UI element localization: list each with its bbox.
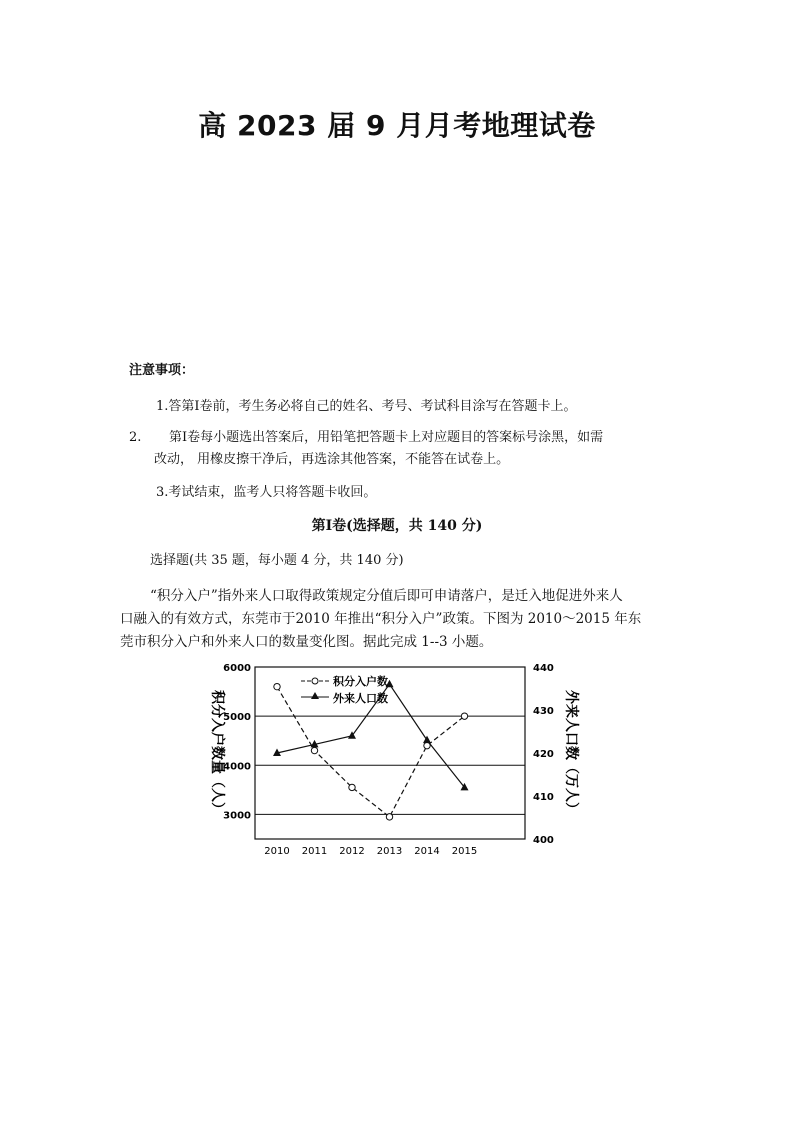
data-point-circle: [349, 784, 355, 790]
right-tick-label: 420: [533, 749, 554, 760]
legend-marker-triangle: [311, 692, 319, 699]
right-tick-label: 440: [533, 663, 554, 674]
notice-item-3: 3.考试结束，监考人只将答题卡收回。: [156, 485, 377, 500]
x-tick-label: 2015: [451, 846, 478, 857]
data-point-circle: [461, 713, 467, 719]
right-tick-label: 400: [533, 835, 554, 846]
left-tick-label: 4000: [223, 761, 251, 773]
section-intro: 选择题(共 35 题，每小题 4 分，共 140 分): [150, 553, 404, 568]
passage-line-1: “积分入户”指外来人口取得政策规定分值后即可申请落户，是迁入地促进外来人: [150, 588, 623, 604]
data-point-circle: [386, 814, 392, 820]
legend-marker-circle: [312, 678, 318, 684]
plot-frame: [255, 667, 525, 839]
section-heading: 第Ⅰ卷(选择题，共 140 分): [311, 518, 483, 534]
x-tick-label: 2012: [339, 846, 365, 857]
right-tick-label: 410: [533, 792, 554, 803]
data-point-circle: [274, 683, 280, 689]
right-axis-title: 外来人口数（万人）: [563, 690, 579, 816]
passage-line-3: 莞市积分入户和外来人口的数量变化图。据此完成 1--3 小题。: [120, 634, 493, 650]
legend-label-1: 积分入户数: [333, 675, 388, 688]
left-tick-label: 3000: [223, 810, 251, 822]
left-tick-label: 6000: [223, 663, 251, 674]
right-tick-label: 430: [533, 706, 554, 717]
passage-line-2: 口融入的有效方式，东莞市于2010 年推出“积分入户”政策。下图为 2010～2015 年东: [120, 611, 642, 627]
notice-item-2-number: 2.: [129, 430, 142, 445]
notice-item-2-line-2: 改动， 用橡皮擦干净后，再选涂其他答案，不能答在试卷上。: [154, 452, 510, 467]
left-axis-title: 积分入户数量（人）: [209, 690, 225, 816]
data-point-circle: [311, 747, 317, 753]
left-tick-label: 5000: [223, 712, 251, 724]
x-tick-label: 2011: [301, 846, 328, 857]
x-tick-label: 2010: [264, 846, 290, 857]
notice-item-2-line-1: 第Ⅰ卷每小题选出答案后，用铅笔把答题卡上对应题目的答案标号涂黑，如需: [169, 430, 604, 445]
x-tick-label: 2013: [376, 846, 403, 857]
legend-label-2: 外来人口数: [333, 692, 388, 705]
line-chart: [195, 655, 585, 860]
notice-heading: 注意事项：: [129, 363, 195, 378]
x-tick-label: 2014: [414, 846, 440, 857]
page-title: 高 2023 届 9 月月考地理试卷: [198, 109, 596, 142]
notice-item-1: 1.答第Ⅰ卷前，考生务必将自己的姓名、考号、考试科目涂写在答题卡上。: [156, 399, 577, 414]
